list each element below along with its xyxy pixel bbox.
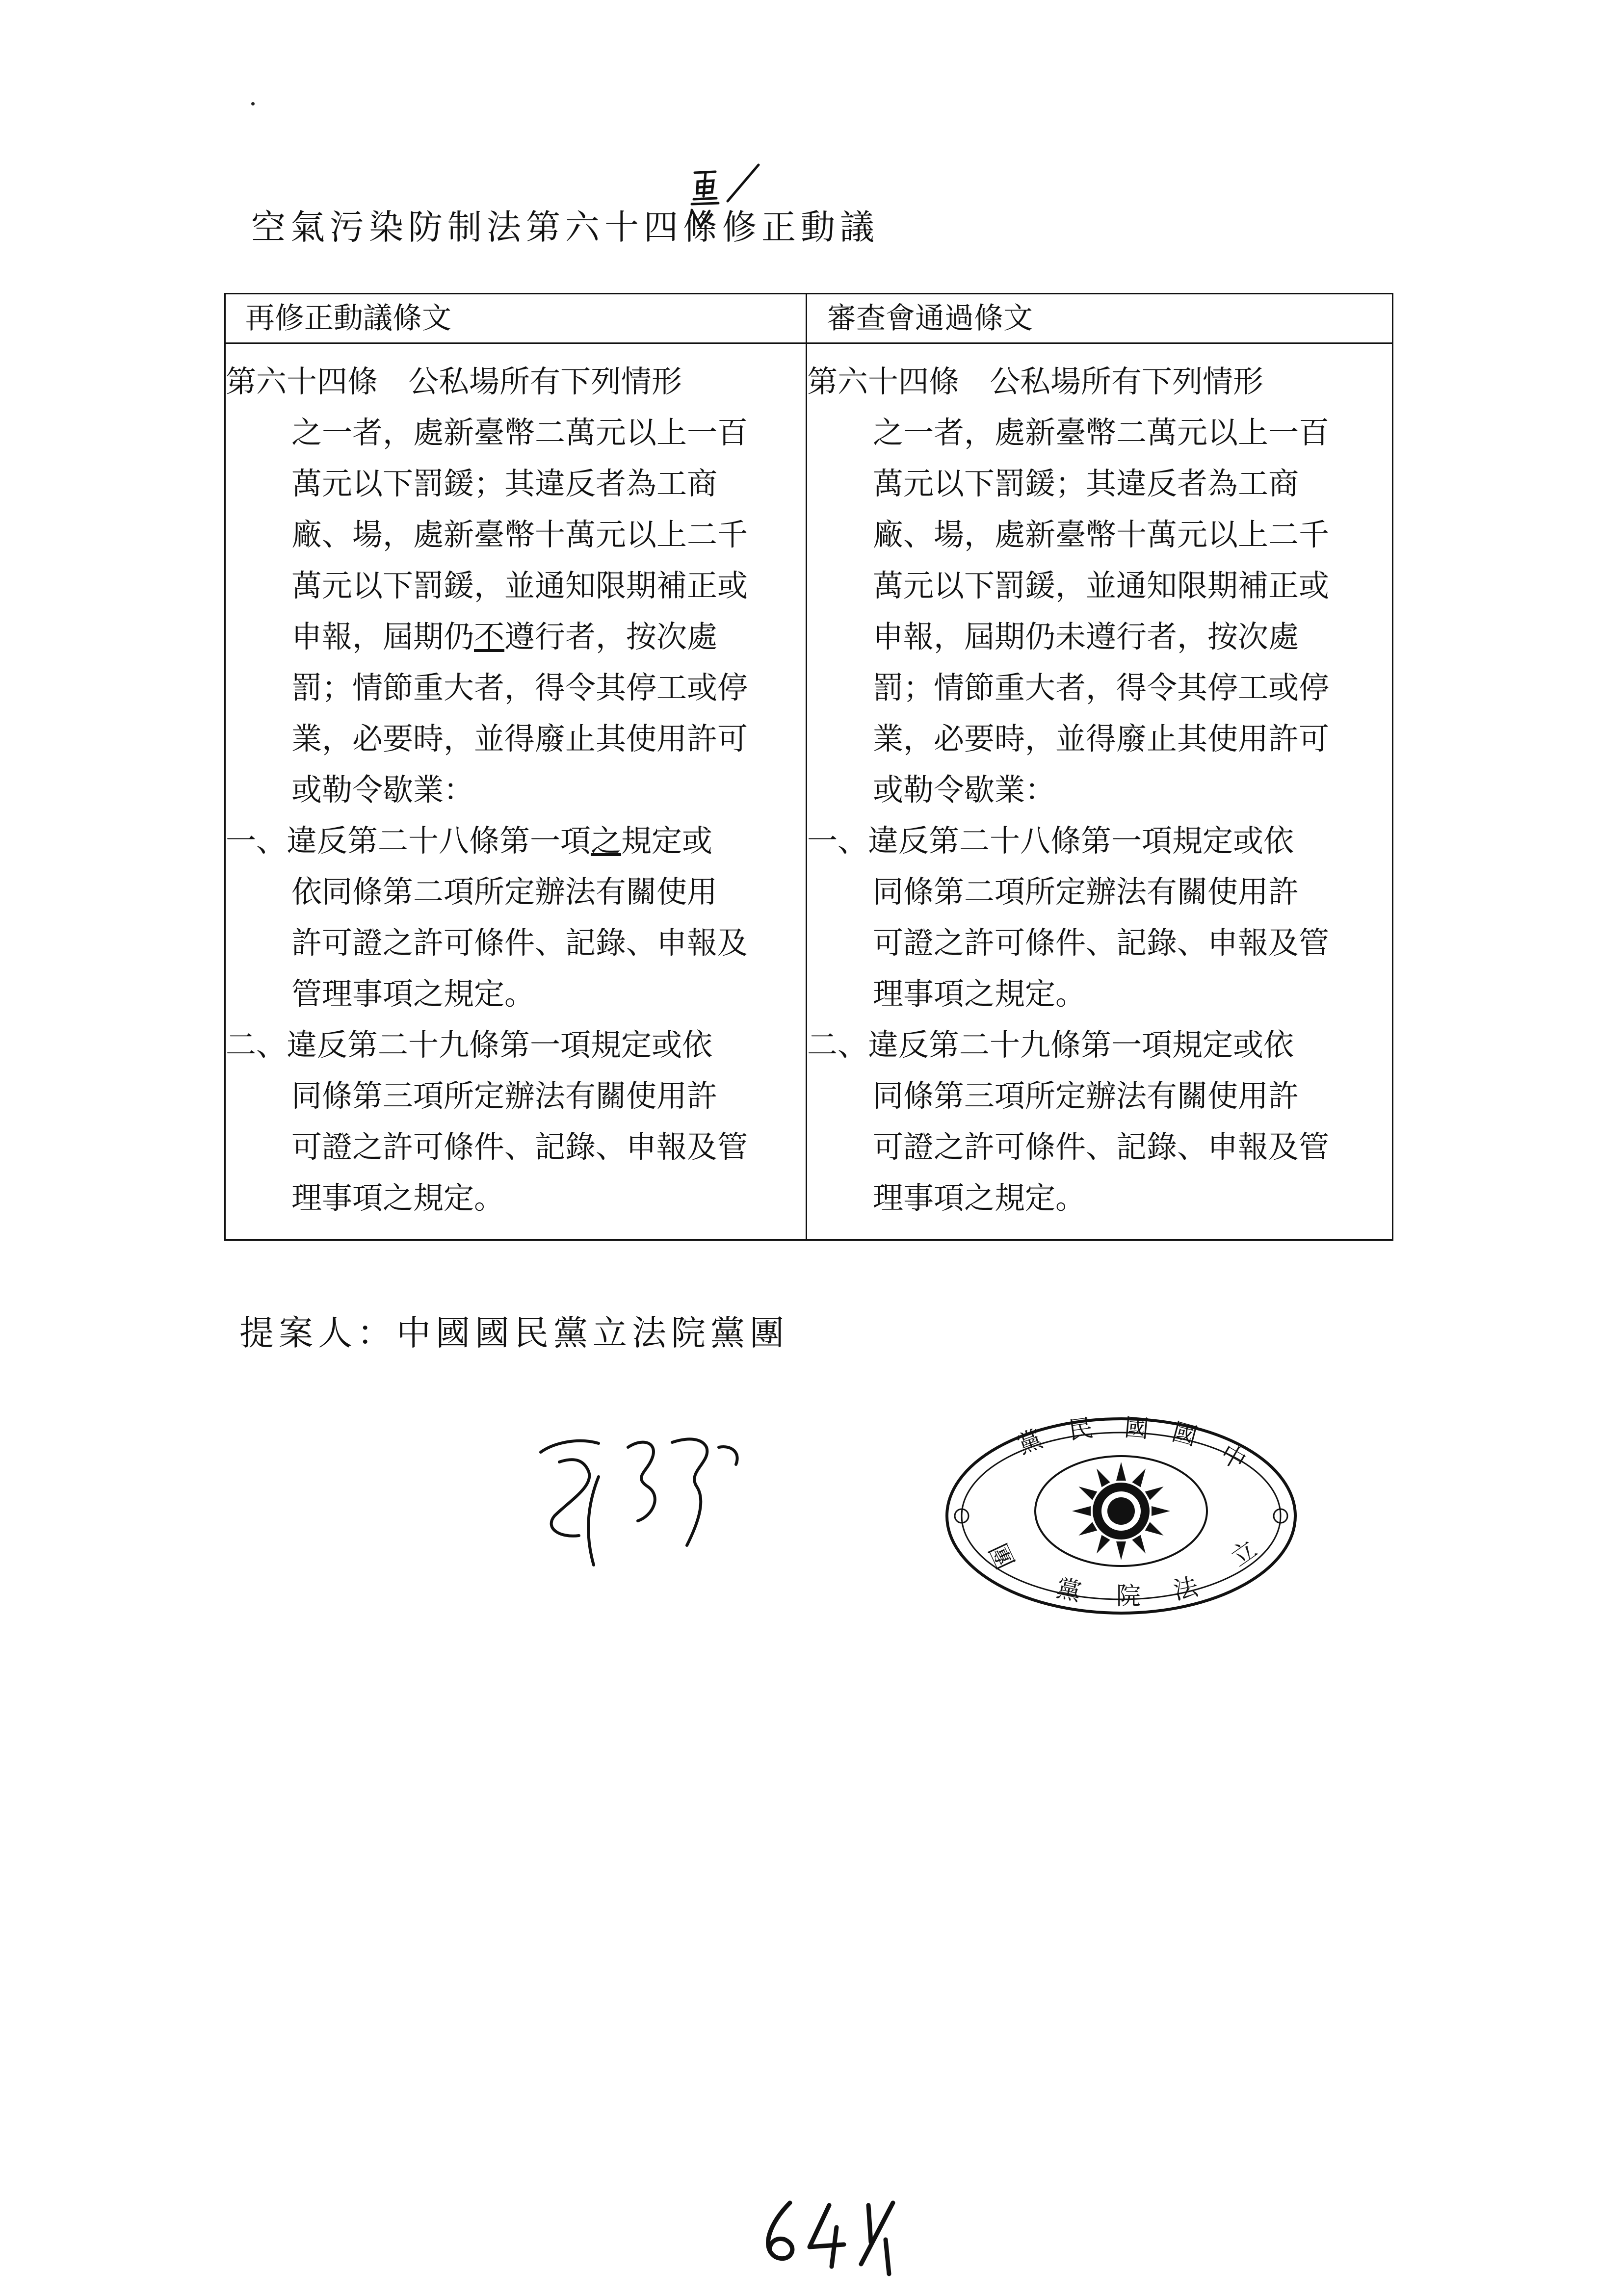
proposer-line: 提案人：中國國民黨立法院黨團: [239, 1313, 789, 1353]
scan-speck: [251, 102, 255, 105]
item-line: 許可證之許可條件、記錄、申報及: [291, 925, 748, 961]
comparison-table: [224, 293, 1393, 1241]
article-line: 廠、場，處新臺幣十萬元以上二千: [873, 517, 1330, 552]
list-item: [226, 815, 791, 1019]
list-item: [226, 1019, 791, 1224]
svg-text:立: 立: [1226, 1534, 1262, 1572]
item-line: 同條第三項所定辦法有關使用許: [873, 1078, 1299, 1114]
list-item: [807, 815, 1377, 1019]
svg-text:國: 國: [1123, 1413, 1150, 1444]
item-line: 依同條第二項所定辦法有關使用: [291, 874, 718, 910]
handwritten-insertion-mark: [681, 162, 764, 231]
item-line: 二、違反第二十九條第一項規定或依: [226, 1027, 713, 1063]
item-line: 同條第二項所定辦法有關使用許: [873, 874, 1299, 910]
underlined-change: 之: [591, 823, 622, 859]
article-line: 業，必要時，並得廢止其使用許可: [873, 721, 1330, 757]
item-line: 一、違反第二十八條第一項規定或依: [807, 823, 1294, 859]
document-title: 空氣污染防制法第六十四條修正動議: [251, 207, 879, 247]
article-line: 或勒令歇業：: [291, 772, 474, 808]
article-line: 第六十四條 公私場所有下列情形: [807, 364, 1264, 399]
svg-text:國: 國: [1169, 1417, 1201, 1452]
svg-text:法: 法: [1170, 1572, 1201, 1605]
article-line: 申報，屆期仍不遵行者，按次處: [291, 619, 718, 654]
article-line: 申報，屆期仍未遵行者，按次處: [873, 619, 1299, 654]
table-body-row: [225, 343, 1393, 1240]
item-line: 理事項之規定。: [873, 1180, 1086, 1216]
item-line: 二、違反第二十九條第一項規定或依: [807, 1027, 1294, 1063]
svg-text:民: 民: [1066, 1413, 1095, 1445]
underlined-change: 不: [474, 619, 505, 654]
svg-text:黨: 黨: [1013, 1424, 1047, 1460]
svg-text:院: 院: [1116, 1582, 1141, 1610]
article-line: 廠、場，處新臺幣十萬元以上二千: [291, 517, 748, 552]
item-line: 理事項之規定。: [291, 1180, 505, 1216]
article-paragraph: [226, 356, 791, 815]
item-line: 同條第三項所定辦法有關使用許: [291, 1078, 718, 1114]
article-line: 萬元以下罰鍰；其違反者為工商: [291, 466, 718, 501]
article-line: 罰；情節重大者，得令其停工或停: [291, 670, 748, 705]
article-paragraph: [807, 356, 1377, 815]
article-line: 之一者，處新臺幣二萬元以上一百: [291, 415, 748, 450]
article-line: 業，必要時，並得廢止其使用許可: [291, 721, 748, 757]
article-line: 罰；情節重大者，得令其停工或停: [873, 670, 1330, 705]
item-line: 理事項之規定。: [873, 976, 1086, 1012]
article-line: 萬元以下罰鍰，並通知限期補正或: [291, 568, 748, 603]
table-header-row: [225, 294, 1393, 343]
article-line: 萬元以下罰鍰；其違反者為工商: [873, 466, 1299, 501]
official-seal: [942, 1413, 1300, 1619]
article-line: 之一者，處新臺幣二萬元以上一百: [873, 415, 1330, 450]
list-item: [807, 1019, 1377, 1224]
header-revised-motion: 再修正動議條文: [225, 294, 807, 343]
item-line: 可證之許可條件、記錄、申報及管: [873, 925, 1330, 961]
svg-text:中: 中: [1215, 1438, 1251, 1476]
revised-motion-cell: [225, 343, 807, 1240]
svg-text:團: 團: [983, 1539, 1020, 1574]
handwritten-page-number: [751, 2193, 913, 2276]
article-line: 或勒令歇業：: [873, 772, 1056, 808]
article-line: 萬元以下罰鍰，並通知限期補正或: [873, 568, 1330, 603]
handwritten-signature: [525, 1418, 760, 1575]
item-line: 可證之許可條件、記錄、申報及管: [291, 1129, 748, 1165]
article-line: 第六十四條 公私場所有下列情形: [226, 364, 682, 399]
item-line: 可證之許可條件、記錄、申報及管: [873, 1129, 1330, 1165]
committee-passed-cell: [807, 343, 1393, 1240]
item-line: 一、違反第二十八條第一項之規定或: [226, 823, 713, 859]
item-line: 管理事項之規定。: [291, 976, 535, 1012]
header-committee-passed: 審查會通過條文: [807, 294, 1393, 343]
svg-text:黨: 黨: [1054, 1573, 1084, 1607]
